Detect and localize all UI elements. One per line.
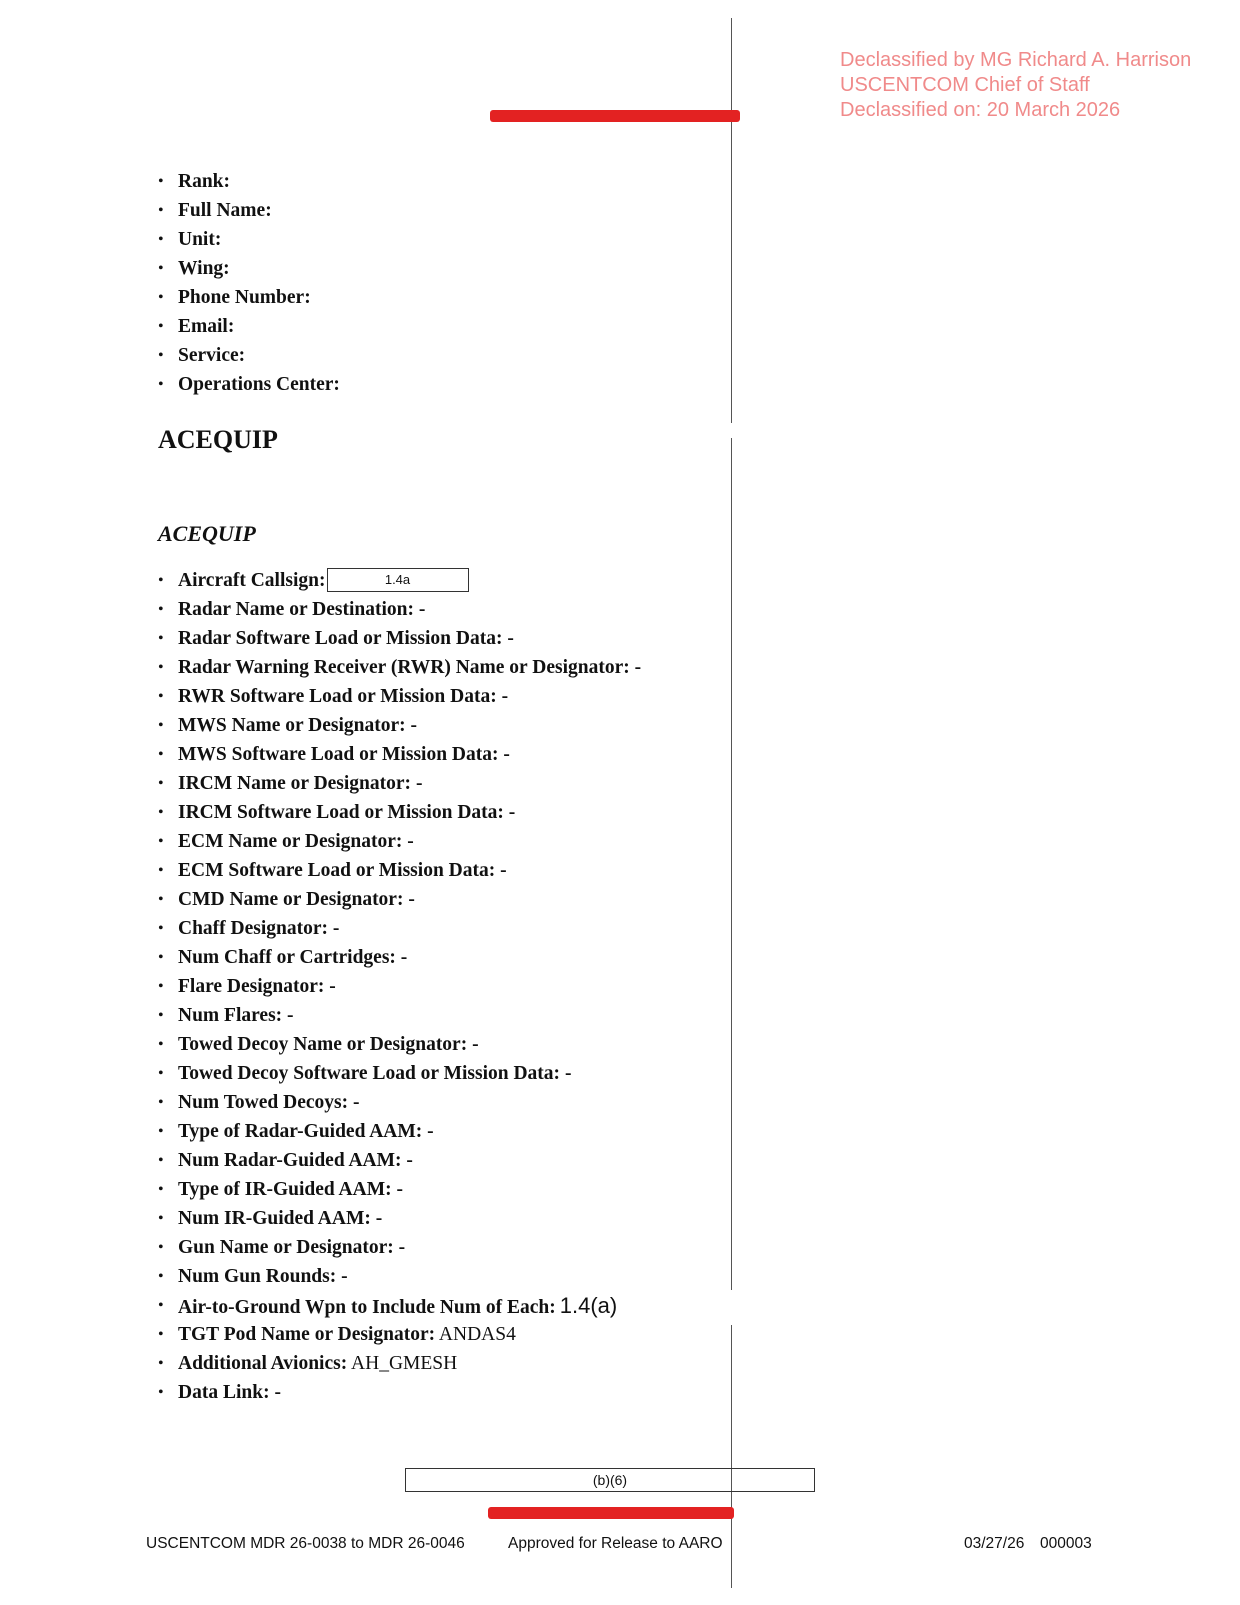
declassification-stamp bbox=[840, 48, 1191, 123]
footer-reference: USCENTCOM MDR 26-0038 to MDR 26-0046 bbox=[146, 1535, 465, 1552]
list-item: • Type of IR-Guided AAM: - bbox=[158, 1175, 641, 1204]
list-item: • Air-to-Ground Wpn to Include Num of Each: 1.4(a) bbox=[158, 1291, 641, 1320]
list-item: • RWR Software Load or Mission Data: - bbox=[158, 682, 641, 711]
section-heading: ACEQUIP bbox=[158, 425, 278, 454]
list-item: • MWS Name or Designator: - bbox=[158, 711, 641, 740]
list-item: • MWS Software Load or Mission Data: - bbox=[158, 740, 641, 769]
list-item: • Service: bbox=[158, 341, 340, 370]
list-item: • Radar Name or Destination: - bbox=[158, 595, 641, 624]
privacy-redaction-box: (b)(6) bbox=[405, 1468, 815, 1492]
list-item: • Rank: bbox=[158, 167, 340, 196]
vertical-divider-line bbox=[731, 438, 732, 1290]
redaction-box: 1.4a bbox=[327, 568, 469, 592]
list-item: • Num IR-Guided AAM: - bbox=[158, 1204, 641, 1233]
list-item: • Num Gun Rounds: - bbox=[158, 1262, 641, 1291]
list-item: • Gun Name or Designator: - bbox=[158, 1233, 641, 1262]
vertical-divider-line bbox=[731, 18, 732, 423]
contact-field-list bbox=[158, 167, 340, 399]
classification-marking-redaction bbox=[490, 110, 740, 122]
list-item: • Operations Center: bbox=[158, 370, 340, 399]
list-item: • Email: bbox=[158, 312, 340, 341]
list-item: • CMD Name or Designator: - bbox=[158, 885, 641, 914]
list-item: • Num Towed Decoys: - bbox=[158, 1088, 641, 1117]
list-item: • Additional Avionics: AH_GMESH bbox=[158, 1349, 641, 1378]
list-item: • Num Radar-Guided AAM: - bbox=[158, 1146, 641, 1175]
list-item: • Num Flares: - bbox=[158, 1001, 641, 1030]
list-item: • Towed Decoy Software Load or Mission Data: - bbox=[158, 1059, 641, 1088]
acequip-field-list bbox=[158, 566, 641, 1407]
list-item: • Full Name: bbox=[158, 196, 340, 225]
exemption-code: 1.4(a) bbox=[559, 1293, 618, 1318]
footer-page-number: 000003 bbox=[1040, 1535, 1092, 1552]
list-item: • Type of Radar-Guided AAM: - bbox=[158, 1117, 641, 1146]
list-item: • IRCM Name or Designator: - bbox=[158, 769, 641, 798]
list-item: • Radar Software Load or Mission Data: - bbox=[158, 624, 641, 653]
list-item: • Radar Warning Receiver (RWR) Name or Designator: - bbox=[158, 653, 641, 682]
list-item: • ECM Name or Designator: - bbox=[158, 827, 641, 856]
list-item: • IRCM Software Load or Mission Data: - bbox=[158, 798, 641, 827]
list-item: • Data Link: - bbox=[158, 1378, 641, 1407]
footer-date: 03/27/26 bbox=[964, 1535, 1025, 1552]
list-item: • Num Chaff or Cartridges: - bbox=[158, 943, 641, 972]
list-item: • ECM Software Load or Mission Data: - bbox=[158, 856, 641, 885]
vertical-divider-line bbox=[731, 1325, 732, 1588]
declassification-line: USCENTCOM Chief of Staff bbox=[840, 74, 1090, 96]
list-item: • Phone Number: bbox=[158, 283, 340, 312]
list-item: • Towed Decoy Name or Designator: - bbox=[158, 1030, 641, 1059]
list-item: • Unit: bbox=[158, 225, 340, 254]
footer-approval: Approved for Release to AARO bbox=[508, 1535, 723, 1552]
declassification-line: Declassified by MG Richard A. Harrison bbox=[840, 49, 1192, 71]
list-item: • Wing: bbox=[158, 254, 340, 283]
classification-marking-redaction bbox=[488, 1507, 734, 1519]
list-item: • TGT Pod Name or Designator: ANDAS4 bbox=[158, 1320, 641, 1349]
list-item: • Flare Designator: - bbox=[158, 972, 641, 1001]
list-item: • Chaff Designator: - bbox=[158, 914, 641, 943]
list-item: • Aircraft Callsign: 1.4a bbox=[158, 566, 641, 595]
section-subheading: ACEQUIP bbox=[158, 521, 256, 546]
declassification-line: Declassified on: 20 March 2026 bbox=[840, 99, 1121, 121]
